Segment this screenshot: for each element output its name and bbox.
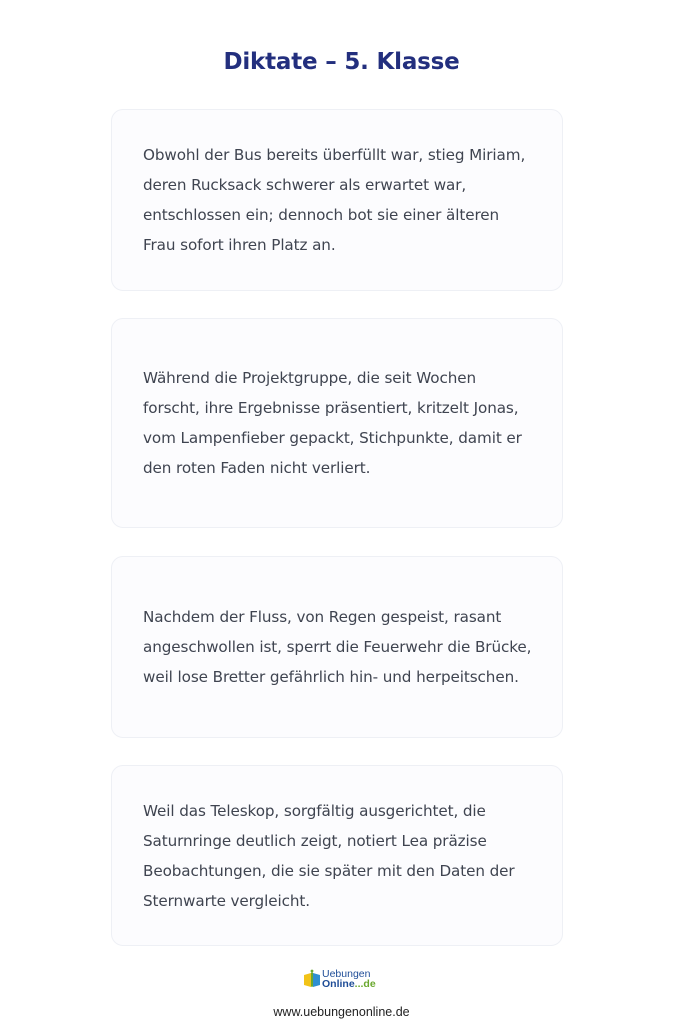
dictation-text: Obwohl der Bus bereits überfüllt war, stieg Miriam, deren Rucksack schwerer als erwartet war, entschlossen ein; dennoch bot sie einer älteren Frau sofort ihren Platz an.: [143, 146, 526, 254]
dictation-text: Weil das Teleskop, sorgfältig ausgerichtet, die Saturnringe deutlich zeigt, notiert Lea präzise Beobachtungen, die sie später mit den Daten der Sternwarte vergleicht.: [143, 801, 515, 910]
page-title: Diktate – 5. Klasse: [223, 49, 460, 76]
dictation-card: [111, 318, 563, 528]
footer-url[interactable]: www.uebungenonline.de: [273, 1005, 410, 1019]
open-book-icon: [303, 969, 321, 989]
dictation-card: [111, 109, 563, 291]
logo-text-bottom: [322, 979, 376, 990]
logo-text-online: Online: [322, 978, 355, 990]
dictation-card: [111, 765, 563, 946]
logo-text-top: Uebungen: [322, 968, 371, 980]
site-logo[interactable]: [300, 967, 390, 993]
logo-text-tld: ...de: [354, 978, 376, 990]
dictation-card: [111, 556, 563, 738]
dictation-text: Nachdem der Fluss, von Regen gespeist, rasant angeschwollen ist, sperrt die Feuerwehr die Brücke, weil lose Bretter gefährlich hin- und herpeitschen.: [143, 608, 532, 686]
dictation-text: Während die Projektgruppe, die seit Wochen forscht, ihre Ergebnisse präsentiert, kritzelt Jonas, vom Lampenfieber gepackt, Stichpunkte, damit er den roten Faden nicht verliert.: [143, 369, 522, 477]
